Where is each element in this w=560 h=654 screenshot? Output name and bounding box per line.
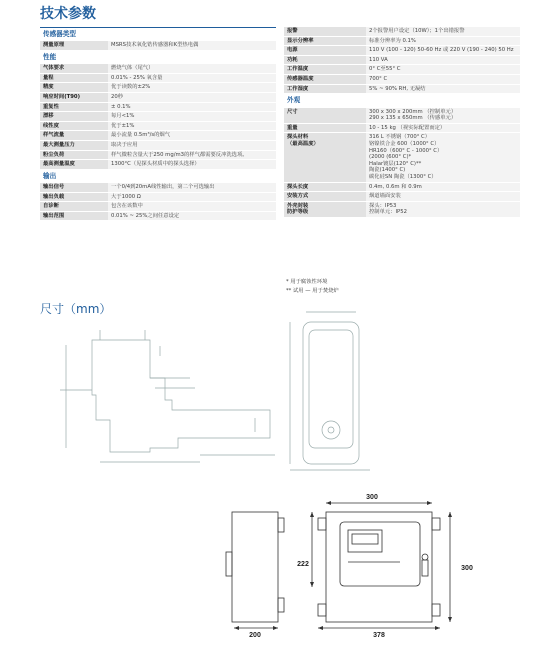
dim-side-height: 222 xyxy=(297,561,309,568)
spec-key: 输出信号 xyxy=(40,183,108,193)
spec-key: 功耗 xyxy=(284,55,366,65)
footnote: ** 试用 — 用于焚烧炉 xyxy=(286,288,339,294)
dim-front-width: 378 xyxy=(373,632,385,639)
section-title: 传感器类型 xyxy=(40,28,276,41)
spec-key: 气体要求 xyxy=(40,64,108,74)
spec-value: 0.4m, 0.6m 和 0.9m xyxy=(366,182,520,192)
spec-value: 110 V (100 - 120) 50-60 Hz 或 220 V (190 - 240) 50 Hz xyxy=(366,46,520,56)
spec-value: 316 L 不锈钢（700° C） 铬镍铁合金 600（1000° C） HR160（600° C - 1000° C） (2000 (600° C)* Halar镀层(120° C)** 陶瓷(1400° C) 碳化硅SN 陶瓷（1300° C） xyxy=(366,133,520,182)
spec-value: ± 0.1% xyxy=(108,102,276,112)
sensor-side-drawing xyxy=(60,330,275,462)
spec-value: 0.01% - 25% 氧含量 xyxy=(108,73,276,83)
spec-key: 测量原理 xyxy=(40,41,108,51)
spec-value: 探头：IP53 控制单元：IP52 xyxy=(366,201,520,217)
spec-key: 工作湿度 xyxy=(284,84,366,94)
spec-value: 燃烧气体（尾气） xyxy=(108,64,276,74)
page-title: 技术参数 xyxy=(40,6,96,22)
spec-key: 报警 xyxy=(284,27,366,36)
spec-key: 线性度 xyxy=(40,121,108,131)
spec-key: 电源 xyxy=(284,46,366,56)
spec-key: 安装方式 xyxy=(284,192,366,202)
control-front-drawing xyxy=(310,501,452,630)
spec-key: 最大测量压力 xyxy=(40,140,108,150)
spec-key: 尺寸 xyxy=(284,107,366,123)
section-title: 输出 xyxy=(40,169,276,182)
spec-key: 最高测量温度 xyxy=(40,160,108,170)
spec-value: 0.01% ~ 25%之间任意设定 xyxy=(108,211,276,221)
spec-value: 每月<1% xyxy=(108,112,276,122)
spec-value: 烟道墙面安装 xyxy=(366,192,520,202)
spec-key: 重量 xyxy=(284,123,366,133)
spec-value: 5% ~ 90% RH, 无凝结 xyxy=(366,84,520,94)
spec-key: 重复性 xyxy=(40,102,108,112)
spec-key: 输出负载 xyxy=(40,192,108,202)
spec-key: 工作温度 xyxy=(284,65,366,75)
spec-value: 大于1000 Ω xyxy=(108,192,276,202)
spec-value: 300 x 300 x 200mm （控制单元） 290 x 135 x 650mm （传感单元） xyxy=(366,107,520,123)
spec-value: 样气微粒含量大于250 mg/m3的样气都需要反冲洗选项。 xyxy=(108,150,276,160)
spec-value: 取决于应用 xyxy=(108,140,276,150)
section-title: 外观 xyxy=(284,94,520,107)
control-side-drawing xyxy=(226,512,284,630)
spec-value: 优于读数的±2% xyxy=(108,83,276,93)
spec-value: 包含在该数中 xyxy=(108,202,276,212)
spec-key: 探头长度 xyxy=(284,182,366,192)
spec-key: 输出范围 xyxy=(40,211,108,221)
spec-key: 探头材料 （最高温度） xyxy=(284,133,366,182)
spec-key: 样气流量 xyxy=(40,131,108,141)
spec-key: 粉尘负荷 xyxy=(40,150,108,160)
spec-key: 量程 xyxy=(40,73,108,83)
spec-key: 响应时间(T90) xyxy=(40,92,108,102)
spec-key: 漂移 xyxy=(40,112,108,122)
spec-value: 最小流量 0.5m³/s的烟气 xyxy=(108,131,276,141)
spec-value: MSRS技术氧化锆传感器和K型热电偶 xyxy=(108,41,276,51)
sensor-front-drawing xyxy=(290,312,370,470)
spec-key: 外壳封装 防护等级 xyxy=(284,201,366,217)
spec-value: 1300°C（见探头材质中的探头选择） xyxy=(108,160,276,170)
spec-value: 20秒 xyxy=(108,92,276,102)
spec-value: 2个报警用户设定（10W）；1个出错报警 xyxy=(366,27,520,36)
dim-side-depth: 200 xyxy=(249,632,261,639)
spec-value: 优于±1% xyxy=(108,121,276,131)
dim-top-width: 300 xyxy=(366,494,378,501)
spec-key: 传感器温度 xyxy=(284,75,366,85)
spec-value: 0° C至55° C xyxy=(366,65,520,75)
spec-key: 精度 xyxy=(40,83,108,93)
spec-value: 一个0/4到20mA线性输出，第二个可选输出 xyxy=(108,183,276,193)
spec-key: 自诊断 xyxy=(40,202,108,212)
spec-value: 700° C xyxy=(366,75,520,85)
dimensions-title: 尺寸（mm） xyxy=(40,302,112,316)
spec-value: 10 - 15 kg （视实际配置而定） xyxy=(366,123,520,133)
footnote: * 用于腐蚀性环境 xyxy=(286,279,328,285)
spec-value: 110 VA xyxy=(366,55,520,65)
dim-front-height: 300 xyxy=(461,565,473,572)
spec-key: 显示分辨率 xyxy=(284,36,366,46)
section-title: 性能 xyxy=(40,50,276,63)
spec-value: 标准分辨率为 0.1% xyxy=(366,36,520,46)
